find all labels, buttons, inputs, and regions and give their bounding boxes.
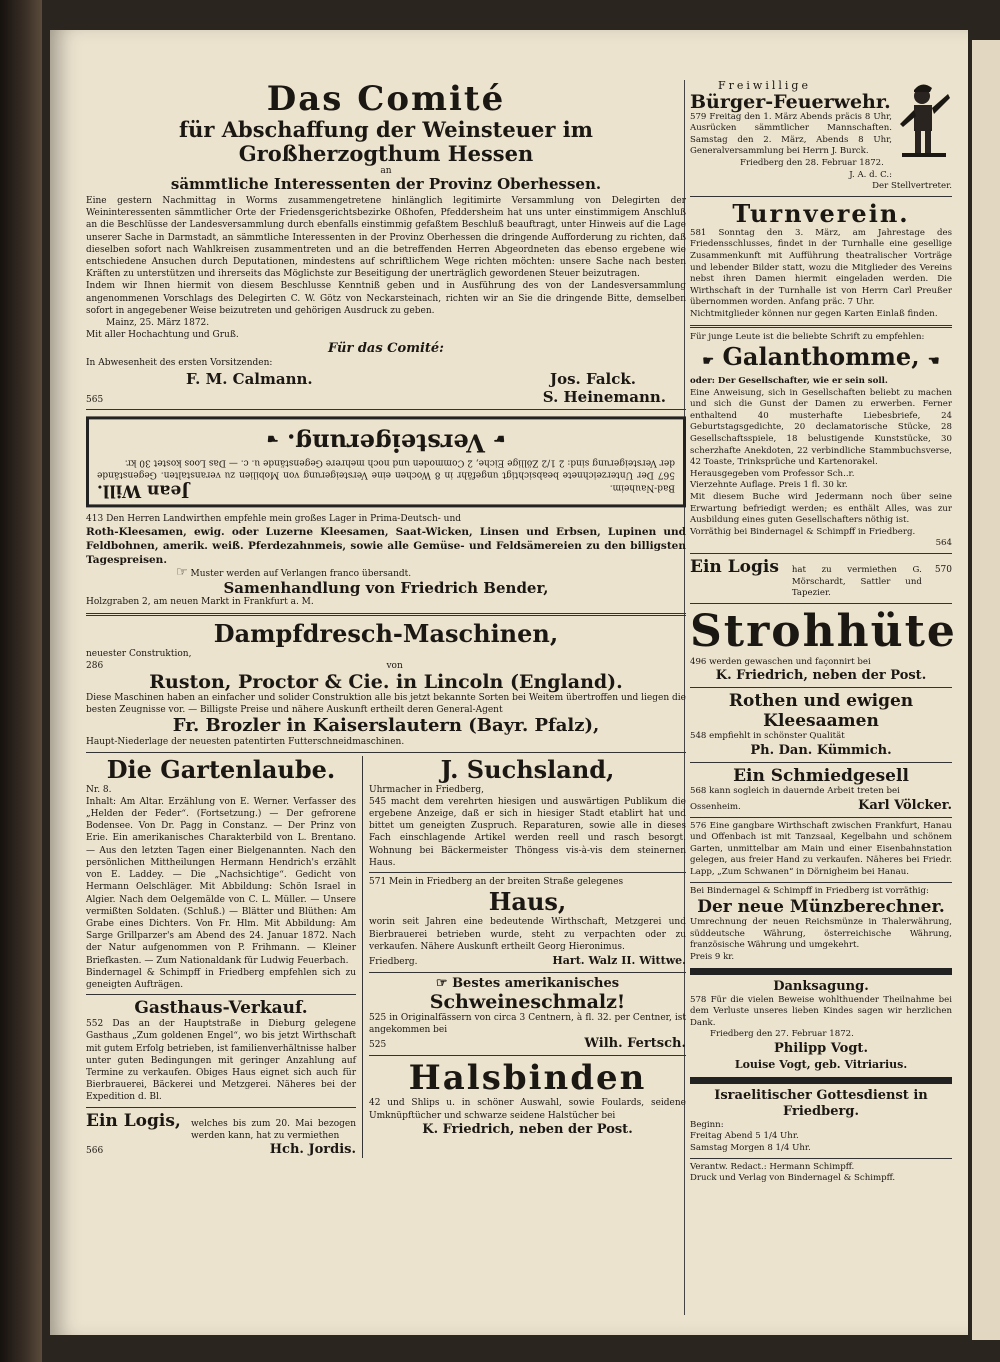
- ad-dank: [690, 979, 952, 1073]
- pointing-hand-icon: ☛: [493, 429, 506, 445]
- haus-title: Haus,: [488, 887, 567, 917]
- pointing-hand-icon: ☚: [266, 429, 279, 445]
- galanthomme-num: 564: [935, 538, 952, 549]
- muenz-pre: Bei Bindernagel & Schimpff in Friedberg ist vorräthig:: [690, 885, 929, 896]
- ad-strohhuete: [690, 605, 957, 685]
- schmalz-num: 525: [369, 1040, 387, 1051]
- ad-schmied: [690, 766, 952, 814]
- comite-from: Für das Comité:: [328, 341, 444, 357]
- comite-sig3: S. Heinemann.: [542, 387, 666, 406]
- haus-intro: 571 Mein in Friedberg an der breiten Straße gelegenes: [369, 877, 624, 888]
- schmied-place: Ossenheim.: [690, 801, 741, 812]
- feuerwehr-pre: Freiwillige: [718, 79, 811, 92]
- imprint-line2: Druck und Verlag von Bindernagel & Schimpff.: [690, 1173, 896, 1184]
- logis-left-sig: Hch. Jordis.: [269, 1141, 356, 1157]
- left-column: [86, 80, 686, 1315]
- halsbinden-text: 42 und Shlips u. in schöner Auswahl, sowie Foulards, seidene Umknüpftücher und schwarze seidene Halstücher bei: [369, 1098, 686, 1121]
- dampf-depot: Haupt-Niederlage der neuesten patentirten Futterschneidmaschinen.: [86, 737, 405, 748]
- galanthomme-title: ☛ Galanthomme, ☚: [690, 343, 952, 376]
- imprint-line1: Verantw. Redact.: Hermann Schimpff.: [690, 1161, 855, 1172]
- gartenlaube-nr: Nr. 8.: [86, 784, 112, 795]
- turnverein-title: Turnverein.: [732, 198, 910, 228]
- gottesdienst-begin: Beginn:: [690, 1119, 724, 1130]
- haus-sig: Hart. Walz II. Wittwe.: [552, 953, 686, 967]
- dank-sig2: Louise Vogt, geb. Vitriarius.: [734, 1057, 908, 1071]
- suchsland-sub: Uhrmacher in Friedberg,: [369, 784, 484, 795]
- logis-left-num: 566: [86, 1145, 104, 1156]
- gasthaus-title: Gasthaus-Verkauf.: [134, 998, 308, 1019]
- feuerwehr-date: Friedberg den 28. Februar 1872.: [740, 157, 884, 168]
- comite-absence: In Abwesenheit des ersten Vorsitzenden:: [86, 358, 273, 369]
- pointing-hand-icon: ☚: [927, 354, 940, 370]
- pointing-hand-icon: ☞: [176, 565, 188, 581]
- comite-sig2: Jos. Falck.: [550, 369, 636, 388]
- comite-date: Mainz, 25. März 1872.: [106, 318, 210, 329]
- dampf-agent: Fr. Brozler in Kaiserslautern (Bayr. Pfalz),: [172, 715, 600, 737]
- muenz-price: Preis 9 kr.: [690, 951, 735, 962]
- logis-left-text: welches bis zum 20. Mai bezogen werden kann, hat zu vermiethen: [191, 1118, 356, 1141]
- ad-wirthschaft: 576 Eine gangbare Wirthschaft zwischen Frankfurt, Hanau und Offenbach ist mit Tanzsaal, Kegelbahn und schönem Garten, unmittelbar am Main und einer Eisenbahnstation gelegen, aus freier Hand zu verkaufen. Näheres bei Friedr. Lapp, „Zum Schwanen“ in Dörnigheim bei Hanau.: [690, 820, 952, 877]
- ad-logis-right: [690, 557, 952, 600]
- feuerwehr-title: Bürger-Feuerwehr.: [690, 90, 891, 113]
- dank-date: Friedberg den 27. Februar 1872.: [710, 1029, 854, 1040]
- gottesdienst-fri: Freitag Abend 5 1/4 Uhr.: [690, 1131, 799, 1142]
- pointing-hand-icon: ☞: [435, 975, 448, 991]
- suchsland-title: J. Suchsland,: [440, 754, 615, 784]
- ad-halsbinden: [369, 1059, 686, 1137]
- ad-comite: [86, 80, 686, 406]
- ad-dampfdresch: [86, 620, 686, 749]
- galanthomme-text2: Mit diesem Buche wird Jedermann noch über seine Erwartung befriedigt werden; es enthält Alles, was zur Ausbildung eines guten Gesellschafters nöthig ist.: [690, 492, 952, 526]
- muenz-title: Der neue Münzberechner.: [697, 897, 945, 918]
- dampf-maker: Ruston, Proctor & Cie. in Lincoln (England).: [149, 671, 623, 694]
- klee-title: Rothen und ewigen Kleesaamen: [728, 691, 914, 732]
- turnverein-note: Nichtmitglieder können nur gegen Karten Einlaß finden.: [690, 308, 938, 319]
- ad-gasthaus: [86, 998, 356, 1103]
- samen-text2: Roth-Kleesamen, ewig. oder Luzerne Kleesamen, Saat-Wicken, Linsen und Erbsen, Lupinen und Feldbohnen, amerik. weiß. Pferdezahnmeis, sowie alle Gemüse- und Feldsämereien zu den billigsten Tagespreisen.: [86, 526, 686, 567]
- samen-text1: Den Herren Landwirthen empfehle mein großes Lager in Prima-Deutsch- und: [106, 514, 462, 525]
- dank-text: 578 Für die vielen Beweise wohlthuender Theilnahme bei dem Verluste unseres lieben Kindes sagen wir herzlichen Dank.: [690, 994, 952, 1028]
- schmalz-title: Schweineschmalz!: [429, 990, 626, 1013]
- dampf-text: Diese Maschinen haben an einfacher und solider Construktion alle bis jetzt bekannte Sorten bei Weitem übertroffen und liegen die besten Zeugnisse vor. — Billigste Preise und nähere Auskunft ertheilt deren General-Agent: [86, 693, 686, 716]
- schmalz-sig: Wilh. Fertsch.: [584, 1036, 686, 1052]
- muenz-text: Umrechnung der neuen Reichsmünze in Thalerwährung, süddeutsche Währung, österreichische Währung, französische Währung und umgekehrt.: [690, 917, 952, 951]
- adjacent-page-edge: [972, 40, 1000, 1340]
- firefighter-illustration: [894, 80, 952, 160]
- strohhuete-sig: K. Friedrich, neben der Post.: [715, 668, 927, 684]
- strohhuete-title: Strohhüte: [690, 605, 957, 657]
- logis-right-title: Ein Logis: [690, 557, 779, 577]
- klee-sig: Ph. Dan. Kümmich.: [750, 742, 892, 758]
- versteigerung-place: Bad-Nauheim.: [609, 482, 675, 493]
- schmied-text: 568 kann sogleich in dauernde Arbeit treten bei: [690, 785, 900, 796]
- halsbinden-sig: K. Friedrich, neben der Post.: [422, 1121, 633, 1137]
- logis-right-num: 570: [934, 565, 952, 575]
- galanthomme-stock: Vorräthig bei Bindernagel & Schimpff in Friedberg.: [690, 526, 916, 537]
- gartenlaube-publisher: Bindernagel & Schimpff in Friedberg empfehlen sich zu geneigten Aufträgen.: [86, 967, 356, 990]
- comite-num: 565: [86, 394, 104, 405]
- ad-versteigerung-upside-down: [86, 416, 686, 507]
- galanthomme-sub: oder: Der Gesellschafter, wie er sein soll.: [690, 376, 888, 387]
- gottesdienst-sat: Samstag Morgen 8 1/4 Uhr.: [690, 1143, 811, 1154]
- comite-body: Eine gestern Nachmittag in Worms zusammengetretene hinlänglich legitimirte Versammlung von Delegirten der Weininteressenten sämmtlicher Orte der Friedensgerichtsbezirke Oßhofen, Pfeddersheim hat uns unter einstimmigem Anschluß an die Beschlüsse der Landesversammlung durch ebenfalls einstimmig gefaßtem Beschluß beauftragt, unter Hinweis auf die Lage unserer Sache in Darmstadt, an sämmtliche Interessenten in der Provinz Oberhessen die dringende Aufforderung zu richten, daß dieselben sofort nach Wahlkreisen zusammentreten und an die betreffenden Herren Abgeordneten das ebenso ergebene wie entschiedene Ansuchen durch Deputationen, mindestens auf schriftlichem Wege richten möchten: unsere Sache nach besten Kräften zu unterstützen und ihrerseits das Möglichste zur Beseitigung der unerträglich gewordenen Steuer beizutragen.: [86, 196, 686, 280]
- gartenlaube-text: Inhalt: Am Altar. Erzählung von E. Werner. Verfasser des „Helden der Feder“. (Fortsetzung.) — Der gefrorene Bodensee. Von Dr. Pagg in Constanz. — Der Prinz von Erie. Ein amerikanisches Charakterbild von L. Brentano. — Aus den letzten Tagen einer Bielgenannten. Nach den persönlichen Mittheilungen Hermann Hendrich's erzählt von E. Laddey. — Die „Nachsichtige“. Gedicht von Hermann Oelschläger. Mit Abbildung: Schön Israel in Algier. Nach dem Oelgemälde von C. L. Müller. — Unsere vermißten Soldaten. (Schluß.) — Blätter und Blüthen: Am Grabe eines Dichters. Von Fr. Hlm. Mit Abbildung: Am Sarge Grillparzer's am Abend des 24. Januar 1872. Nach der Natur aufgenommen von P. Frihmann. — Kleiner Briefkasten. — Zum Nationaldank für Ludwig Feuerbach.: [86, 796, 356, 966]
- galanthomme-text: Eine Anweisung, sich in Gesellschaften beliebt zu machen und sich die Gunst der Damen zu erwerben. Ferner enthaltend 40 musterhafte Liebesbriefe, 24 Geburtstagsgedichte, 20 declamatorische Stücke, 28 Gesellschaftsspiele, 18 belustigende Kunststücke, 30 scherzhafte Anekdoten, 22 verbindliche Stammbuchsverse, 42 Toaste, Trinksprüche und Kartenorakel.: [690, 387, 952, 468]
- schmied-title: Ein Schmiedgesell: [733, 765, 909, 786]
- samen-samples: Muster werden auf Verlangen franco übersandt.: [190, 569, 412, 580]
- samen-addr: Holzgraben 2, am neuen Markt in Frankfurt a. M.: [86, 597, 314, 608]
- feuerwehr-sig2: Der Stellvertreter.: [872, 181, 952, 192]
- ad-schmalz: [369, 976, 686, 1052]
- comite-addressee: sämmtliche Interessenten der Provinz Oberhessen.: [170, 175, 602, 193]
- galanthomme-pre: Für junge Leute ist die beliebte Schrift zu empfehlen:: [690, 331, 925, 342]
- klee-text: 548 empfiehlt in schönster Qualität: [690, 731, 845, 742]
- galanthomme-editor: Herausgegeben vom Professor Sch..r.: [690, 468, 855, 479]
- ad-suchsland: [369, 756, 686, 869]
- feuerwehr-text: 579 Freitag den 1. März Abends präcis 8 Uhr, Ausrücken sämmtlicher Mannschaften. Samstag den 2. März, Abends 8 Uhr, Generalversammlung bei Herrn J. Burck.: [690, 111, 892, 157]
- schmalz-text: 525 in Originalfässern von circa 3 Centnern, à fl. 32. per Centner, ist angekommen bei: [369, 1012, 686, 1036]
- gartenlaube-title: Die Gartenlaube.: [106, 754, 336, 784]
- schmalz-pre: ☞ Bestes amerikanisches: [435, 975, 620, 991]
- logis-right-text: hat zu vermiethen G. Mörschardt, Sattler und Tapezier.: [791, 565, 922, 599]
- ad-klee: [690, 691, 952, 759]
- ad-muenz: [690, 886, 952, 964]
- newspaper-page: [50, 30, 968, 1335]
- imprint: [690, 1162, 952, 1185]
- samen-num: 413: [86, 514, 104, 525]
- suchsland-text: 545 macht dem verehrten hiesigen und auswärtigen Publikum die ergebene Anzeige, daß er sich in hiesiger Stadt etablirt hat und bittet um geneigten Zuspruch. Reparaturen, sowie alle in dieses Fach einschlagende Artikel werden reell und rasch besorgt. Wohnung bei Bäckermeister Thöngess vis-à-vis dem steinernen Haus.: [369, 796, 686, 868]
- dampf-von: von: [386, 660, 403, 671]
- comite-subtitle: für Abschaffung der Weinsteuer im Großherzogthum Hessen: [179, 117, 593, 166]
- comite-greeting: Mit aller Hochachtung und Gruß.: [86, 330, 239, 341]
- dank-title: Danksagung.: [773, 978, 869, 994]
- ad-samen: [86, 513, 686, 609]
- right-column: [690, 79, 957, 1315]
- ad-galanthomme: [690, 332, 952, 551]
- haus-text: worin seit Jahren eine bedeutende Wirthschaft, Metzgerei und Bierbrauerei betrieben wurde, steht zu verpachten oder zu verkaufen. Nähere Auskunft ertheilt Georg Hieronimus.: [369, 917, 686, 952]
- strohhuete-text: 496 werden gewaschen und façonnirt bei: [690, 656, 871, 667]
- haus-place: Friedberg.: [369, 956, 418, 967]
- book-binding: [0, 0, 42, 1362]
- feuerwehr-sig: J. A. d. C.:: [849, 169, 892, 180]
- dampf-num: 286: [86, 660, 104, 671]
- ad-haus: [369, 876, 686, 969]
- ad-logis-left: [86, 1111, 356, 1158]
- comite-body2: Indem wir Ihnen hiermit von diesem Beschlusse Kenntniß geben und in Ausführung des von der Landesversammlung angenommenen Vorschlags des Delegirten C. W. Götz von Neckarsteinach, richten wir an Sie die dringende Bitte, demselben sofort in angegebener Weise beizutreten und gehörigen Ausdruck zu geben.: [86, 281, 686, 316]
- pointing-hand-icon: ☛: [702, 354, 715, 370]
- ad-gartenlaube: [86, 756, 356, 991]
- dampf-sub: neuester Construktion,: [86, 648, 192, 659]
- ad-turnverein: [690, 200, 952, 321]
- ad-gottesdienst: [690, 1088, 952, 1155]
- comite-an: an: [380, 166, 392, 176]
- versteigerung-sig: Jean Will.: [97, 480, 190, 501]
- dampf-title: Dampfdresch-Maschinen,: [213, 618, 559, 648]
- galanthomme-edition: Vierzehnte Auflage. Preis 1 fl. 30 kr.: [690, 480, 848, 491]
- ad-feuerwehr: [690, 80, 952, 193]
- logis-left-title: Ein Logis,: [86, 1110, 181, 1131]
- gottesdienst-title: Israelitischer Gottesdienst in Friedberg.: [714, 1087, 928, 1119]
- versteigerung-title: ☛ Versteigerung. ☚: [97, 423, 675, 456]
- turnverein-text: 581 Sonntag den 3. März, am Jahrestage des Friedensschlusses, findet in der Turnhalle eine gesellige Zusammenkunft mit Aufführung theatralischer Vorträge und lebender Bilder statt, wozu die Mitglieder des Vereins nebst ihren Damen hiermit eingeladen werden. Die Wirthschaft in der Turnhalle ist von Herrn Carl Preußer übernommen worden. Anfang präc. 7 Uhr.: [690, 227, 952, 308]
- comite-title: Das Comité: [266, 79, 506, 119]
- versteigerung-text: 567 Der Unterzeichnete beabsichtigt ungefähr in 8 Wochen eine Versteigerung von Mobilien zu veranstalten. Gegenstände der Versteigerung sind: 2 1/2 Zöllige Eiche, 2 Commoden und noch mehrere Gegenstände u. c. — Das Loos kostet 30 kr.: [97, 456, 675, 480]
- halsbinden-title: Halsbinden: [408, 1058, 647, 1099]
- comite-sig1: F. M. Calmann.: [186, 369, 313, 388]
- schmied-sig: Karl Völcker.: [858, 797, 952, 813]
- samen-firm: Samenhandlung von Friedrich Bender,: [223, 579, 549, 598]
- gasthaus-text: 552 Das an der Hauptstraße in Dieburg gelegene Gasthaus „Zum goldenen Engel“, wo bis jetzt Wirthschaft mit gutem Erfolg betrieben, ist familienverhältnisse halber unter guten Bedingungen mit geringer Anzahlung auf Termine zu verkaufen. Obiges Haus eignet sich auch für Bierbrauerei, Bäckerei und Metzgerei. Näheres bei der Expedition d. Bl.: [86, 1019, 356, 1103]
- dank-sig1: Philipp Vogt.: [774, 1040, 868, 1056]
